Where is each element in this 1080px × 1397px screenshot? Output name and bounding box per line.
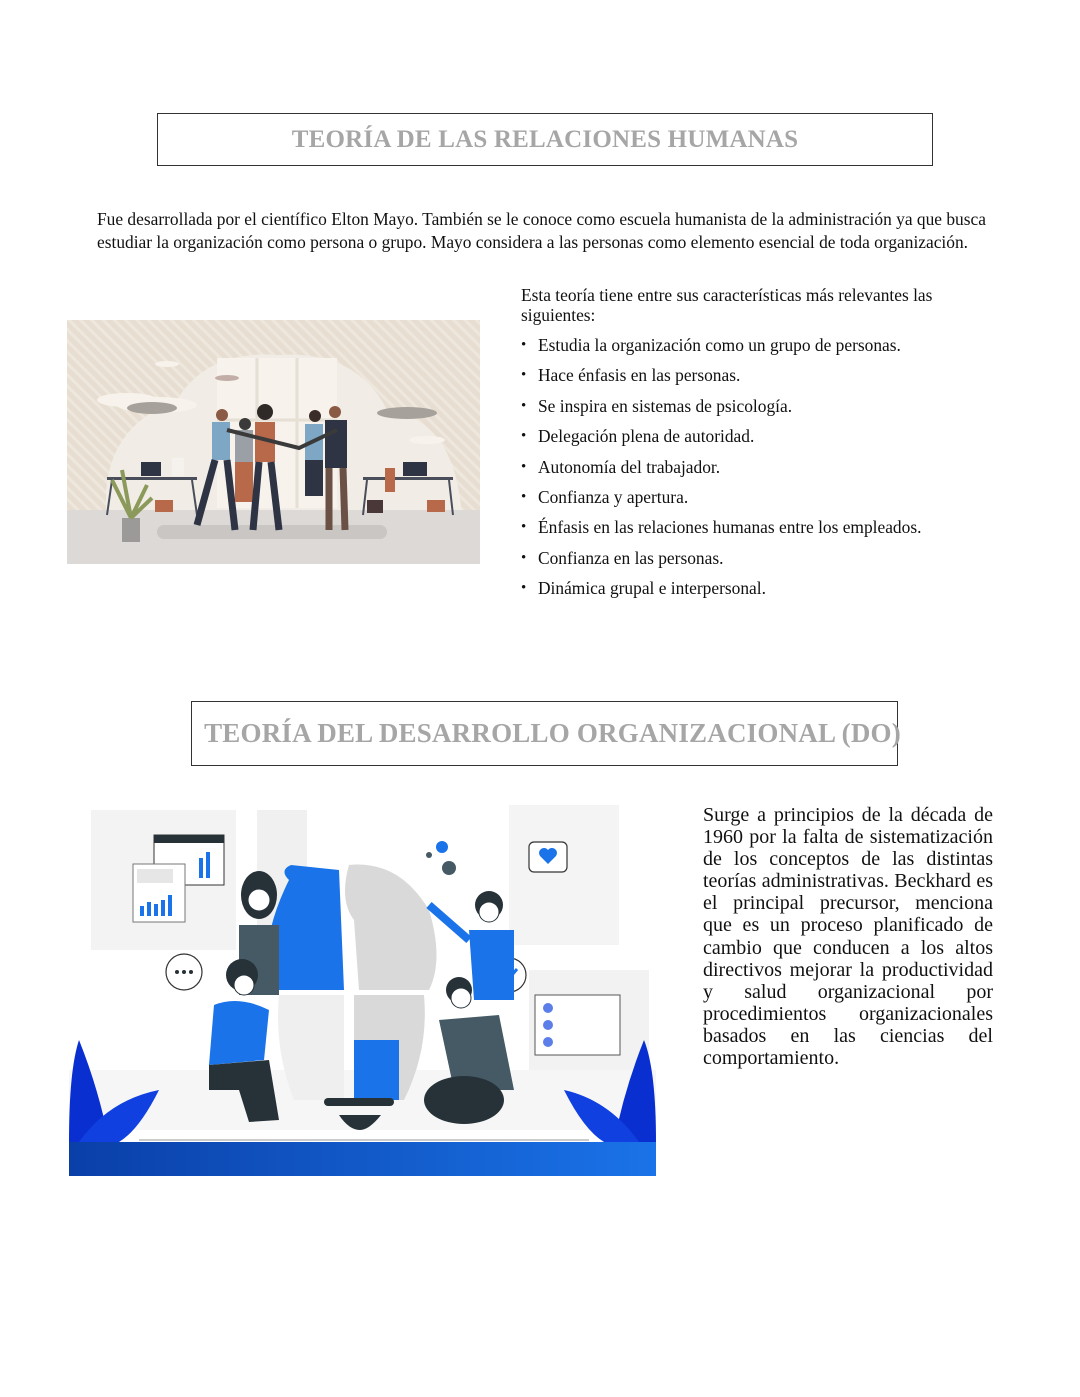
bullet-icon: • [521, 397, 527, 414]
characteristics-list [521, 334, 991, 608]
bullet-icon: • [521, 549, 527, 566]
list-item: • Énfasis en las relaciones humanas entre los empleados. [521, 517, 922, 538]
heading-title: TEORÍA DEL DESARROLLO ORGANIZACIONAL (DO) [204, 718, 901, 748]
team-celebration-illustration [67, 320, 480, 564]
teamwork-puzzle-illustration [69, 800, 656, 1176]
list-item: • Autonomía del trabajador. [521, 456, 721, 477]
bullet-icon: • [521, 580, 527, 597]
section-heading-relaciones-humanas [157, 113, 933, 166]
bullet-icon: • [521, 458, 527, 475]
bullet-icon: • [521, 367, 527, 384]
bullet-icon: • [521, 428, 527, 445]
list-item: • Delegación plena de autoridad. [521, 426, 755, 447]
list-item: • Estudia la organización como un grupo de personas. [521, 335, 901, 355]
list-item: • Hace énfasis en las personas. [521, 365, 741, 386]
bullet-icon: • [521, 337, 527, 353]
list-item: • Dinámica grupal e interpersonal. [521, 578, 766, 599]
bullet-icon: • [521, 488, 527, 505]
list-item: • Confianza en las personas. [521, 547, 724, 568]
bullet-icon: • [521, 519, 527, 536]
list-item: • Confianza y apertura. [521, 486, 689, 507]
do-description: Surge a principios de la década de 1960 por la falta de sistematización de los conceptos de las distintas teorías administrativas. Beckhard es el principal precursor, menciona que es un proceso planificado de cambio que conducen a los altos directivos mejorar la productividad y salud organizacional por procedimientos organizacionales basados en las ciencias del comportamiento. [703, 804, 993, 1070]
intro-paragraph: Fue desarrollada por el científico Elton Mayo. También se le conoce como escuela humanista de la administración ya que busca estudiar la organización como persona o grupo. Mayo considera a las personas como elemento esencial de toda organización. [97, 209, 986, 253]
section-heading-desarrollo-organizacional [191, 701, 901, 766]
characteristics-intro: Esta teoría tiene entre sus características más relevantes las siguientes: [521, 285, 933, 325]
list-item: • Se inspira en sistemas de psicología. [521, 395, 793, 416]
heading-title: TEORÍA DE LAS RELACIONES HUMANAS [291, 125, 799, 153]
